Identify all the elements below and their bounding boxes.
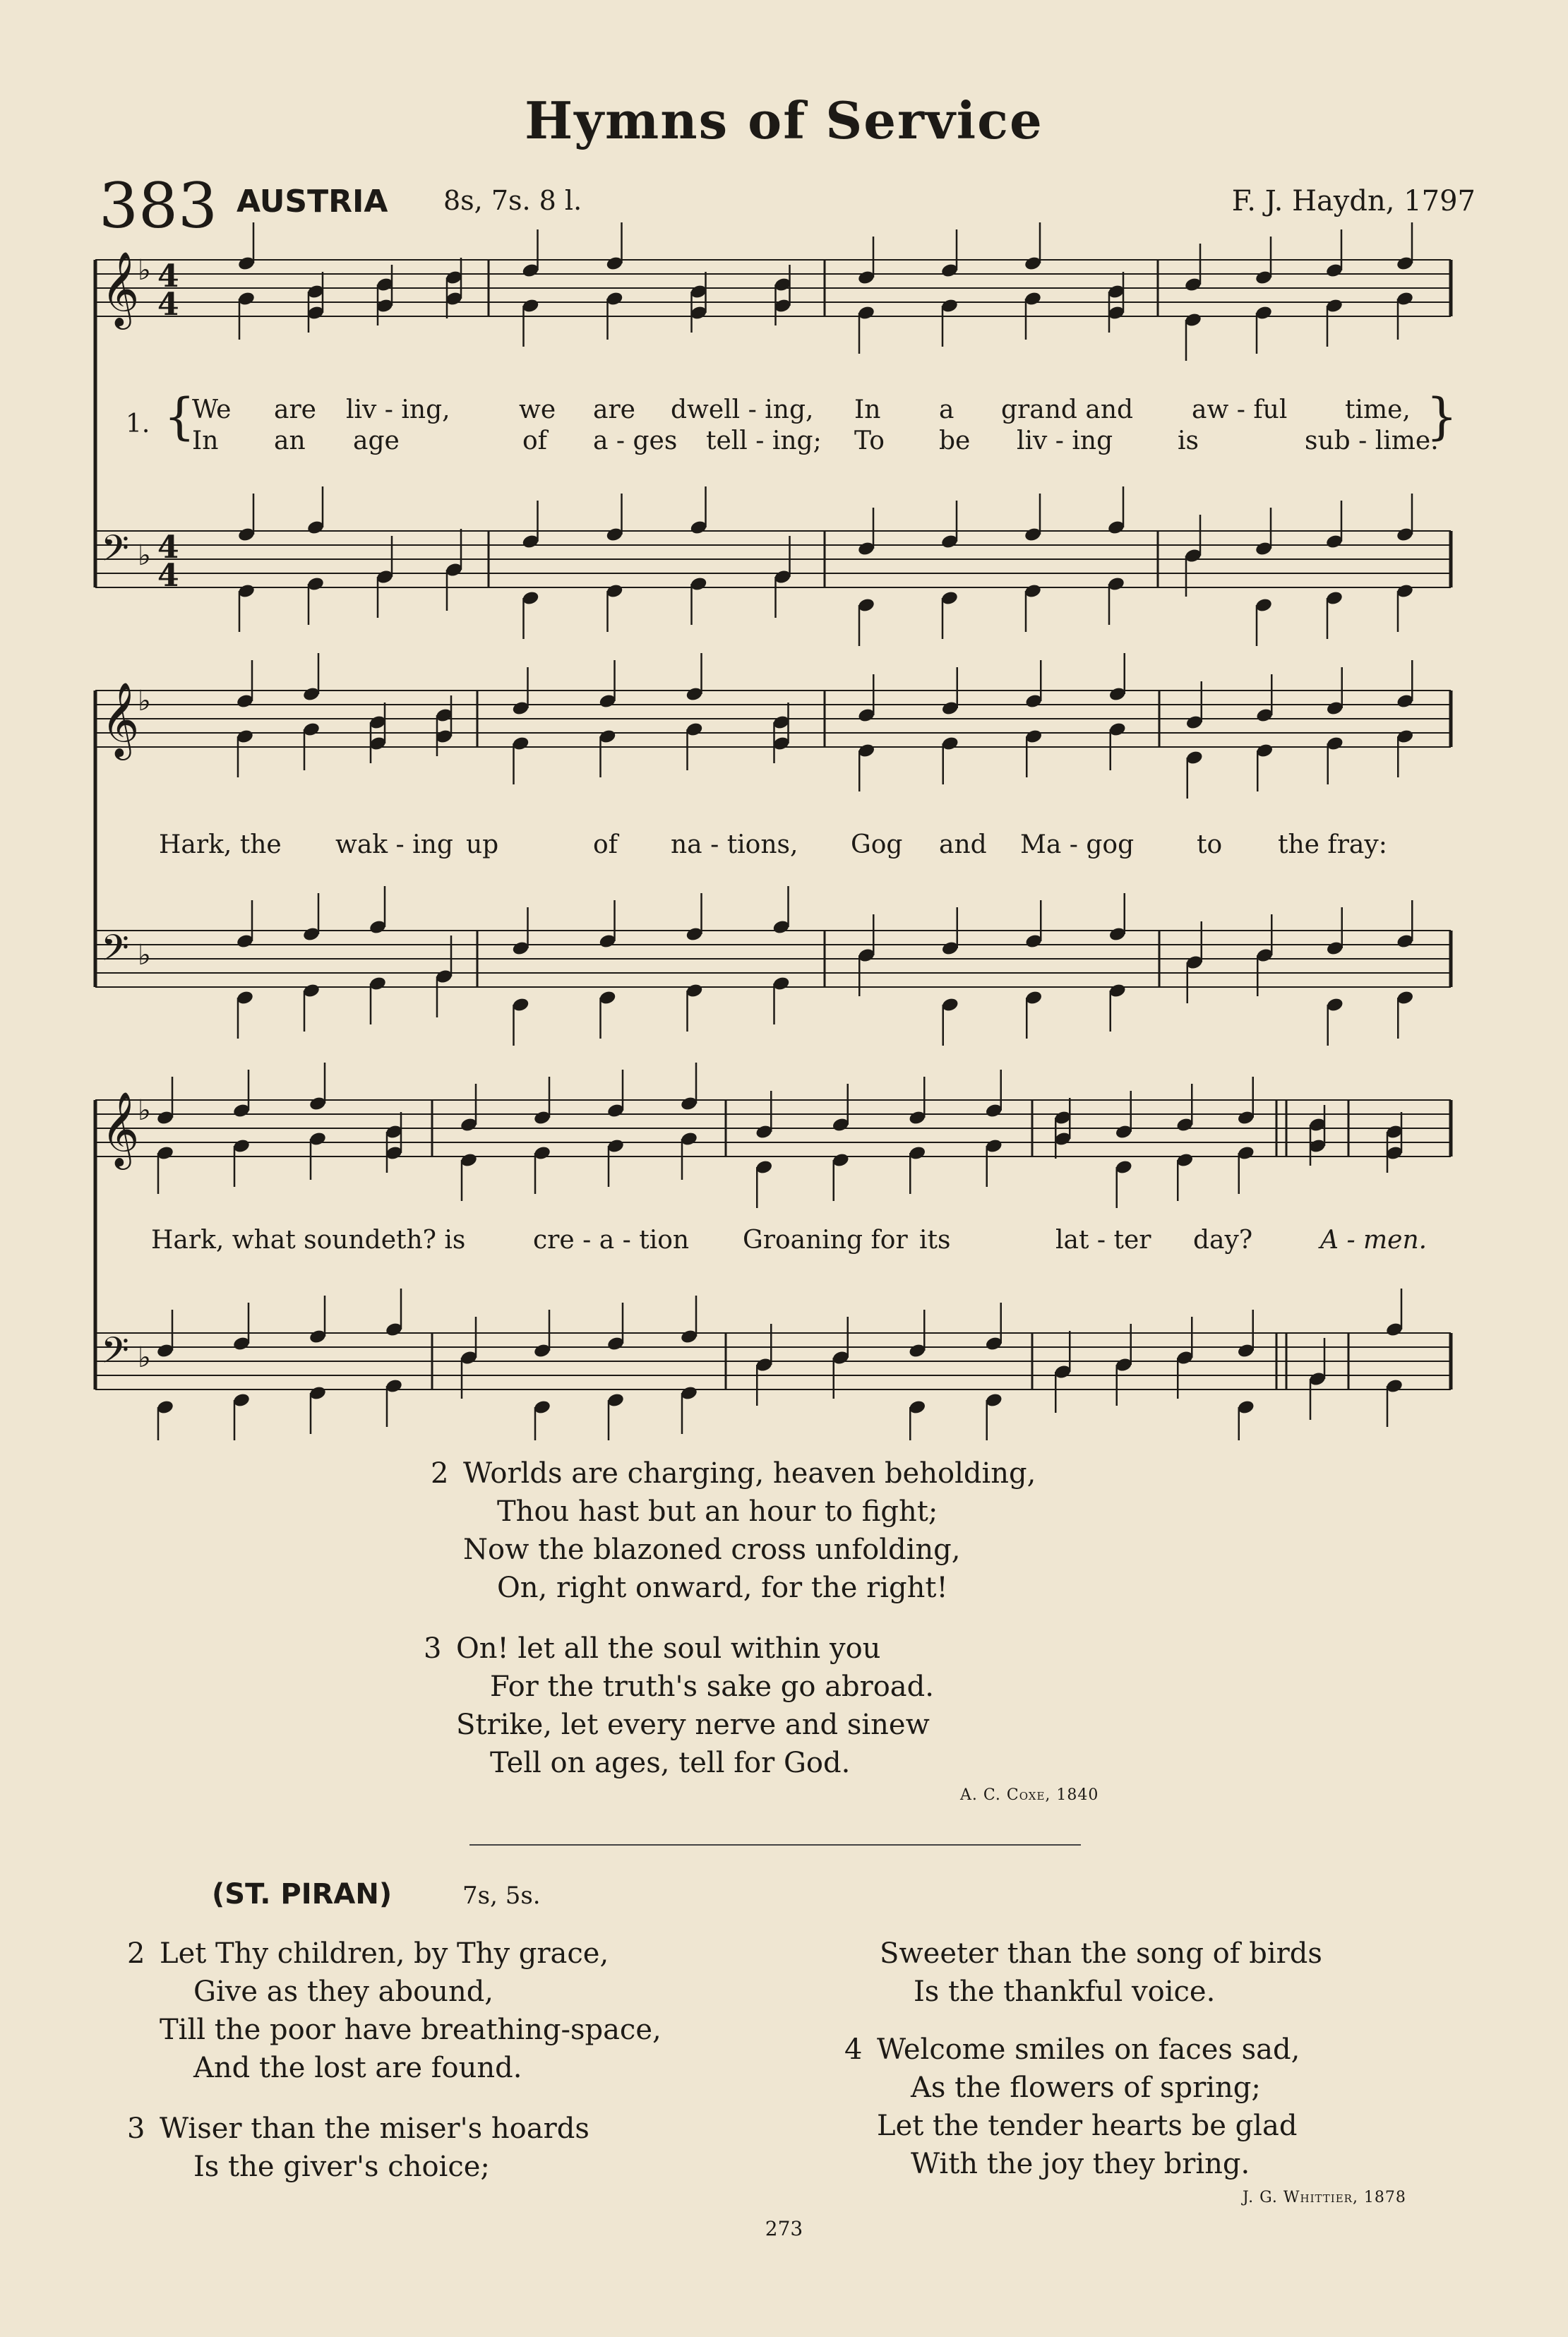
tune-name: AUSTRIA xyxy=(237,184,388,220)
verse-line: Strike, let every nerve and sinew xyxy=(456,1709,930,1741)
hymn-number: 383 xyxy=(99,169,217,242)
alt-verse-4 xyxy=(844,2031,1300,2183)
brace-left: { xyxy=(164,388,196,446)
lyric-syllable: sub - lime. xyxy=(1305,426,1439,455)
flat-sign: ♭ xyxy=(138,939,151,972)
brace-right: } xyxy=(1426,388,1458,446)
lyric-syllable: be xyxy=(939,426,971,455)
verse-line: On, right onward, for the right! xyxy=(497,1572,948,1604)
alt-tune-name: (ST. PIRAN) xyxy=(212,1878,393,1911)
lyric-syllable: liv - ing, xyxy=(346,395,450,424)
verse-line: For the truth's sake go abroad. xyxy=(490,1670,934,1703)
lyric-syllable: Gog xyxy=(851,830,903,859)
meter: 8s, 7s. 8 l. xyxy=(443,185,582,216)
lyric-syllable: cre - a - tion xyxy=(533,1226,690,1255)
lyric-syllable: to xyxy=(1197,830,1223,859)
time-signature: 4 xyxy=(157,530,179,566)
alt-verse-3-cont xyxy=(847,1935,1322,2011)
verse-line: Now the blazoned cross unfolding, xyxy=(463,1534,961,1566)
lyric-syllable: time, xyxy=(1345,395,1411,424)
verse-2 xyxy=(431,1454,1036,1607)
verse-number: 3 xyxy=(424,1632,442,1665)
alt-verse-2 xyxy=(127,1935,662,2087)
treble-clef: 𝄞 xyxy=(101,1091,140,1166)
lyric-syllable: We xyxy=(192,395,232,424)
lyric-syllable: Hark, the xyxy=(159,830,282,859)
lyric-syllable: liv - ing xyxy=(1017,426,1113,455)
flat-sign: ♭ xyxy=(138,254,151,287)
bass-clef: 𝄢 xyxy=(101,926,129,978)
lyric-syllable: day? xyxy=(1193,1226,1253,1255)
amen-text: A - men. xyxy=(1320,1226,1428,1255)
lyric-syllable: up xyxy=(466,830,499,859)
lyric-syllable: dwell - ing, xyxy=(671,395,814,424)
verse-number: 2 xyxy=(431,1457,449,1490)
bass-clef: 𝄢 xyxy=(101,1329,129,1380)
lyric-syllable: the fray: xyxy=(1278,830,1387,859)
time-signature: 4 xyxy=(157,558,179,594)
lyric-syllable: age xyxy=(353,426,400,455)
lyric-syllable: is xyxy=(1178,426,1199,455)
verse-number: 2 xyxy=(127,1937,145,1970)
lyric-syllable: an xyxy=(274,426,306,455)
verse-line: Sweeter than the song of birds xyxy=(880,1937,1322,1970)
treble-clef: 𝄞 xyxy=(101,251,140,326)
lyric-syllable: of xyxy=(522,426,547,455)
lyric-syllable: na - tions, xyxy=(671,830,798,859)
time-signature: 4 xyxy=(157,287,179,323)
verse-line: Is the giver's choice; xyxy=(193,2151,490,2183)
lyric-syllable: To xyxy=(854,426,885,455)
page-title: Hymns of Service xyxy=(525,90,1043,150)
composer: F. J. Haydn, 1797 xyxy=(1231,185,1476,217)
lyric-syllable: Hark, what soundeth? is xyxy=(151,1226,466,1255)
lyric-syllable: Groaning for xyxy=(743,1226,908,1255)
section-divider xyxy=(469,1844,1081,1846)
verse-3 xyxy=(424,1630,934,1782)
verse-line: Give as they abound, xyxy=(193,1976,494,2008)
verse-line: With the joy they bring. xyxy=(911,2148,1250,2180)
lyric-syllable: are xyxy=(274,395,316,424)
verse-line: And the lost are found. xyxy=(193,2052,522,2084)
verse-line: Let the tender hearts be glad xyxy=(877,2110,1298,2142)
verse-line: Worlds are charging, heaven beholding, xyxy=(463,1457,1036,1490)
lyric-syllable: In xyxy=(192,426,219,455)
lyric-syllable: aw - ful xyxy=(1192,395,1288,424)
verse-line: Tell on ages, tell for God. xyxy=(490,1747,851,1779)
verse-line: Wiser than the miser's hoards xyxy=(160,2112,590,2145)
bass-clef: 𝄢 xyxy=(101,527,129,578)
lyric-syllable: tell - ing; xyxy=(706,426,822,455)
verse-line: On! let all the soul within you xyxy=(456,1632,881,1665)
time-signature: 4 xyxy=(157,258,179,294)
lyric-syllable: are xyxy=(593,395,635,424)
lyric-syllable: grand and xyxy=(1001,395,1134,424)
lyric-syllable: lat - ter xyxy=(1055,1226,1151,1255)
lyric-syllable: In xyxy=(854,395,881,424)
lyric-syllable: wak - ing xyxy=(335,830,453,859)
treble-clef: 𝄞 xyxy=(101,681,140,757)
page-number: 273 xyxy=(765,2217,803,2240)
lyric-syllable: of xyxy=(593,830,618,859)
verse-line: Till the poor have breathing-space, xyxy=(160,2014,662,2046)
lyric-syllable: a - ges xyxy=(593,426,678,455)
verse-number: 1. xyxy=(126,410,150,438)
verse-number: 3 xyxy=(127,2112,145,2145)
author-credit: A. C. Coxe, 1840 xyxy=(960,1786,1099,1804)
verse-line: As the flowers of spring; xyxy=(911,2072,1261,2104)
flat-sign: ♭ xyxy=(138,685,151,717)
verse-line: Is the thankful voice. xyxy=(914,1976,1216,2008)
lyric-syllable: we xyxy=(519,395,556,424)
flat-sign: ♭ xyxy=(138,1341,151,1374)
lyric-syllable: its xyxy=(919,1226,951,1255)
flat-sign: ♭ xyxy=(138,1094,151,1127)
alt-verse-3 xyxy=(127,2110,590,2186)
verse-line: Let Thy children, by Thy grace, xyxy=(160,1937,609,1970)
verse-number: 4 xyxy=(844,2033,863,2066)
lyric-syllable: Ma - gog xyxy=(1020,830,1135,859)
verse-line: Thou hast but an hour to fight; xyxy=(497,1495,938,1528)
author-credit: J. G. Whittier, 1878 xyxy=(1243,2189,1406,2206)
verse-line: Welcome smiles on faces sad, xyxy=(877,2033,1300,2066)
lyric-syllable: a xyxy=(939,395,954,424)
lyric-syllable: and xyxy=(939,830,987,859)
alt-tune-meter: 7s, 5s. xyxy=(462,1882,541,1910)
flat-sign: ♭ xyxy=(138,539,151,572)
